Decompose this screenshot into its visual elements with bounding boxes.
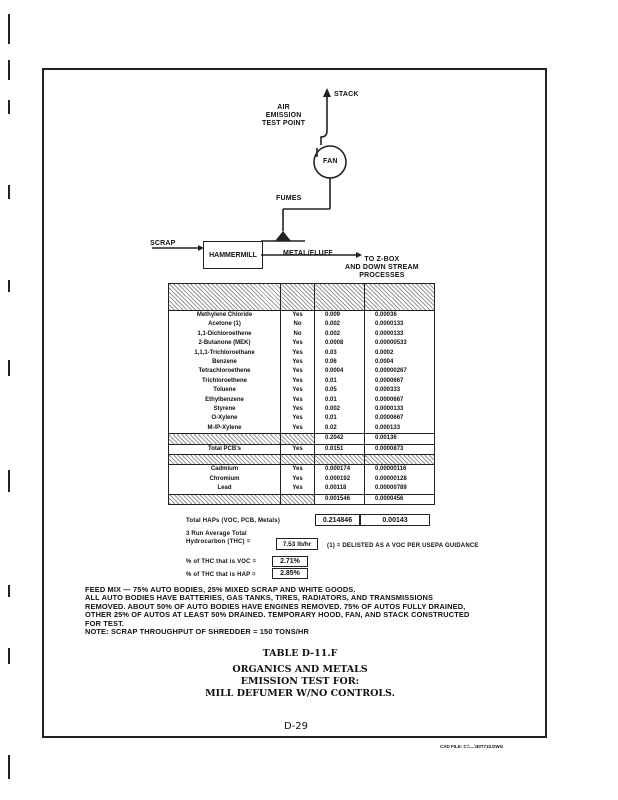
- organics-subtotal-row: [169, 434, 435, 444]
- table-row: Lead Yes 0.00118 0.00000789: [169, 484, 435, 494]
- cad-file-label: CAD FILE: C:\....\30T710.DWG: [440, 744, 504, 749]
- stack-label: STACK: [334, 91, 359, 98]
- table-row: Toluene Yes 0.05 0.000333: [169, 386, 435, 395]
- voc-percent-value: 2.71%: [272, 556, 308, 567]
- metals-total-b: 0.0000456: [365, 494, 435, 504]
- table-row: Acetone (1) No 0.002 0.0000133: [169, 320, 435, 329]
- thc-label: 3 Run Average Total Hydrocarbon (THC) =: [186, 531, 251, 545]
- scan-mark: [8, 185, 10, 199]
- scan-mark: [8, 280, 10, 292]
- table-row: Chromium Yes 0.000192 0.00000128: [169, 475, 435, 484]
- voc-percent-label: % of THC that is VOC =: [186, 559, 257, 565]
- air-emission-label: AIR EMISSION TEST POINT: [262, 104, 306, 127]
- hammermill-box: HAMMERMILL: [203, 241, 263, 269]
- scan-mark: [8, 14, 10, 44]
- note-line: FEED MIX — 75% AUTO BODIES, 25% MIXED SCRAP AND WHITE GOODS.: [85, 585, 356, 594]
- table-caption-subtitle: EMISSION TEST FOR:: [240, 676, 360, 687]
- note-line: REMOVED. ABOUT 50% OF AUTO BODIES HAVE ENGINES REMOVED. 75% OF AUTOS FULLY DRAINED,: [85, 601, 466, 611]
- metal-fluff-label: METAL/FLUFF: [283, 250, 333, 257]
- organics-total-b: 0.00136: [365, 434, 435, 444]
- table-row: 1,1-Dichloroethene No 0.002 0.0000133: [169, 330, 435, 339]
- total-haps-b: 0.00143: [360, 514, 430, 526]
- table-row: 2-Butanone (MEK) Yes 0.0008 0.00000533: [169, 339, 435, 348]
- table-row: M-/P-Xylene Yes 0.02 0.000133: [169, 424, 435, 434]
- notes-block: [85, 586, 469, 636]
- table-row: Ethylbenzene Yes 0.01 0.0000667: [169, 396, 435, 405]
- page-number: D-29: [284, 721, 309, 732]
- pcb-row: Total PCB's Yes 0.0151 0.0000873: [169, 444, 435, 454]
- note-line: NOTE: SCRAP THROUGHPUT OF SHREDDER = 150 TONS/HR: [85, 627, 309, 637]
- scan-mark: [8, 585, 10, 597]
- table-row: Tetrachloroethene Yes 0.0004 0.00000267: [169, 367, 435, 376]
- note-line: OTHER 25% OF AUTOS AT LEAST 50% DRAINED. TEMPORARY HOOD, FAN, AND STACK CONSTRUCTED: [85, 610, 470, 620]
- thc-value: 7.53 lb/hr: [276, 538, 318, 550]
- scan-mark: [8, 360, 10, 376]
- table-row: Styrene Yes 0.002 0.0000133: [169, 405, 435, 414]
- table-header-row: [169, 297, 435, 311]
- total-haps-label: Total HAPs (VOC, PCB, Metals): [186, 518, 281, 524]
- table-row: Trichloroethene Yes 0.01 0.0000667: [169, 377, 435, 386]
- scrap-label: SCRAP: [150, 240, 176, 247]
- table-row: Benzene Yes 0.06 0.0004: [169, 358, 435, 367]
- table-caption-subtitle: MILL DEFUMER W/NO CONTROLS.: [205, 688, 395, 699]
- metals-total-a: 0.001546: [315, 494, 365, 504]
- table-caption-number: TABLE D-11.F: [262, 648, 338, 659]
- scan-mark: [8, 648, 10, 664]
- hap-percent-label: % of THC that is HAP =: [186, 572, 256, 578]
- hap-percent-value: 2.85%: [272, 568, 308, 579]
- metals-subtotal-row: [169, 494, 435, 504]
- scan-mark: [8, 470, 10, 492]
- downstream-label: TO Z-BOX AND DOWN STREAM PROCESSES: [345, 256, 419, 279]
- scan-mark: [8, 60, 10, 80]
- note-line: ALL AUTO BODIES HAVE BATTERIES, GAS TANKS, TIRES, RADIATORS, AND TRANSMISSIONS: [85, 593, 434, 603]
- table-row: Methylene Chloride Yes 0.009 0.00036: [169, 311, 435, 321]
- emissions-table: [168, 283, 435, 505]
- note-line: FOR TEST.: [85, 618, 125, 628]
- table-caption-title: ORGANICS AND METALS: [232, 664, 368, 675]
- metals-header-row: [169, 455, 435, 465]
- fumes-label: FUMES: [276, 195, 302, 202]
- fan-label: FAN: [323, 158, 338, 165]
- table-header-row: [169, 284, 435, 298]
- organics-total-a: 0.2042: [315, 434, 365, 444]
- table-row: O-Xylene Yes 0.01 0.0000667: [169, 414, 435, 423]
- scan-mark: [8, 755, 10, 779]
- table-row: 1,1,1-Trichloroethane Yes 0.03 0.0002: [169, 349, 435, 358]
- table-row: Cadmium Yes 0.000174 0.00000116: [169, 465, 435, 475]
- scan-mark: [8, 100, 10, 114]
- footnote: (1) = DELISTED AS A VOC PER USEPA GUIDANCE: [327, 543, 479, 549]
- total-haps-a: 0.214846: [315, 514, 360, 526]
